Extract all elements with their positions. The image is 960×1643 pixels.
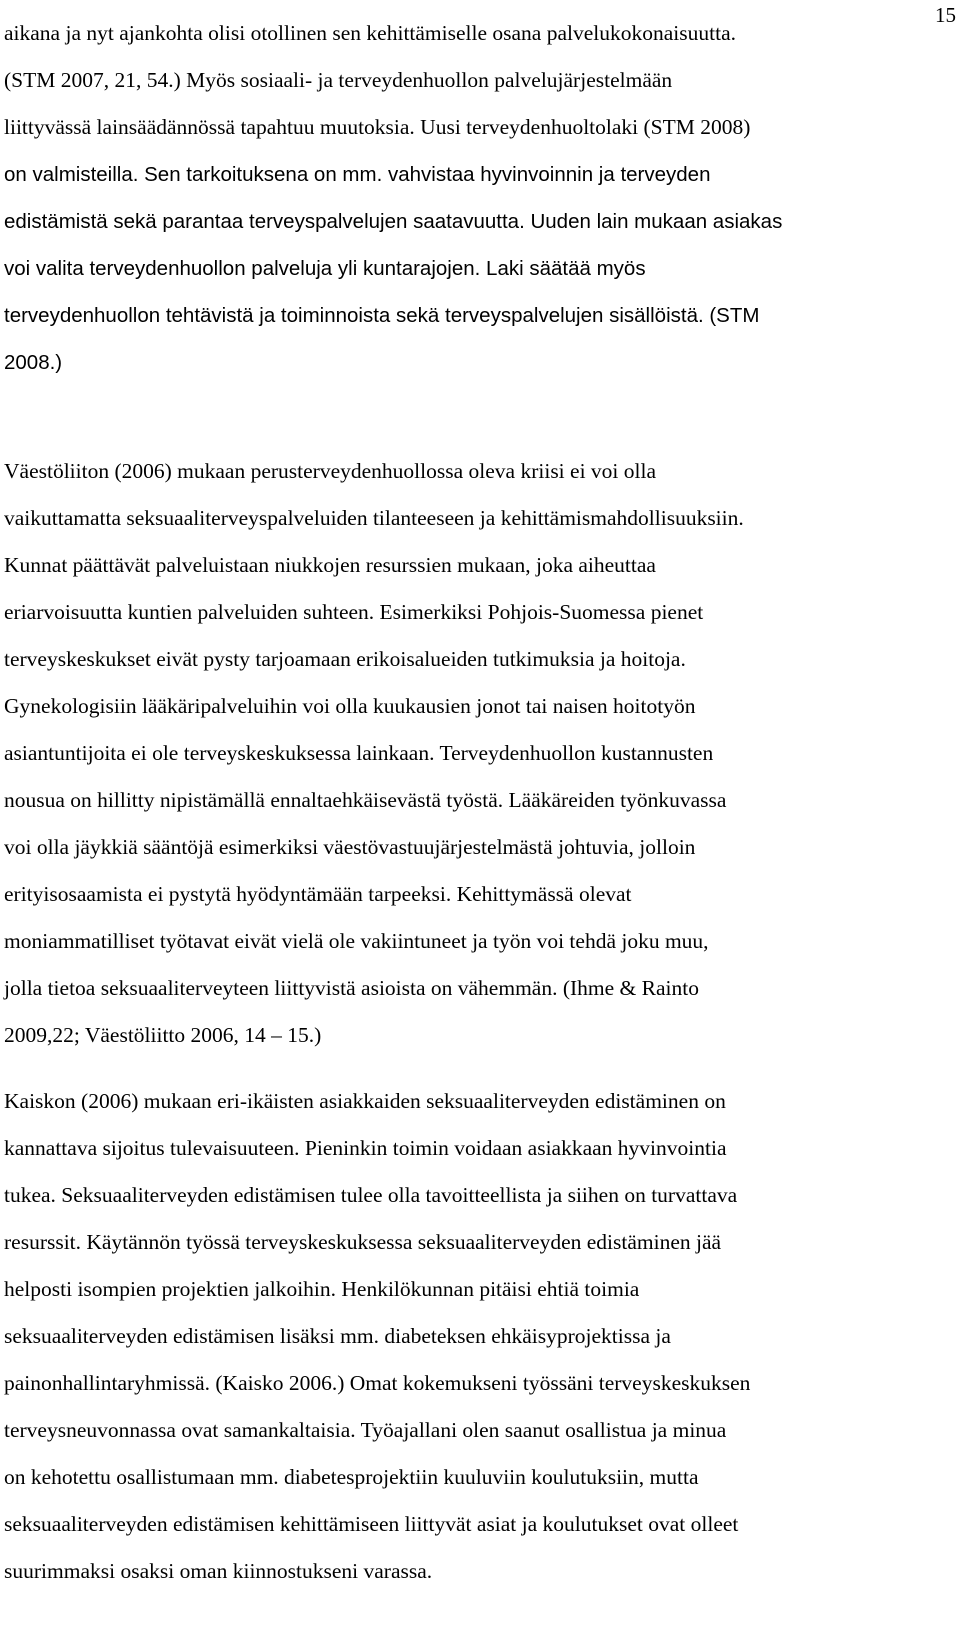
paragraph-line: Kunnat päättävät palveluistaan niukkojen resurssien mukaan, joka aiheuttaa bbox=[4, 553, 656, 577]
paragraph-line: resurssit. Käytännön työssä terveyskeskuksessa seksuaaliterveyden edistäminen jää bbox=[4, 1230, 722, 1254]
paragraph-line: helposti isompien projektien jalkoihin. Henkilökunnan pitäisi ehtiä toimia bbox=[4, 1277, 640, 1301]
paragraph-line: suurimmaksi osaksi oman kiinnostukseni varassa. bbox=[4, 1559, 433, 1583]
paragraph-line: vaikuttamatta seksuaaliterveyspalveluiden tilanteeseen ja kehittämismahdollisuuksiin. bbox=[4, 506, 744, 530]
paragraph-line: nousua on hillitty nipistämällä ennaltaehkäisevästä työstä. Lääkäreiden työnkuvassa bbox=[4, 788, 727, 812]
paragraph-line: Kaiskon (2006) mukaan eri-ikäisten asiakkaiden seksuaaliterveyden edistäminen on bbox=[4, 1089, 726, 1113]
paragraph-line: jolla tietoa seksuaaliterveyteen liittyvistä asioista on vähemmän. (Ihme & Rainto bbox=[4, 976, 699, 1000]
paragraph-line: asiantuntijoita ei ole terveyskeskuksessa lainkaan. Terveydenhuollon kustannusten bbox=[4, 741, 714, 765]
paragraph-line: terveysneuvonnassa ovat samankaltaisia. Työajallani olen saanut osallistua ja minua bbox=[4, 1418, 727, 1442]
paragraph-line: eriarvoisuutta kuntien palveluiden suhteen. Esimerkiksi Pohjois-Suomessa pienet bbox=[4, 600, 704, 624]
paragraph-line: 2009,22; Väestöliitto 2006, 14 – 15.) bbox=[4, 1023, 322, 1047]
paragraph-line: voi valita terveydenhuollon palveluja yli kuntarajojen. Laki säätää myös bbox=[4, 257, 646, 280]
paragraph-line: aikana ja nyt ajankohta olisi otollinen sen kehittämiselle osana palvelukokonaisuutta. bbox=[4, 21, 737, 45]
paragraph-line: seksuaaliterveyden edistämisen kehittämiseen liittyvät asiat ja koulutukset ovat olleet bbox=[4, 1512, 739, 1536]
paragraph-line: edistämistä sekä parantaa terveyspalvelujen saatavuutta. Uuden lain mukaan asiakas bbox=[4, 210, 783, 233]
paragraph-line: Gynekologisiin lääkäripalveluihin voi olla kuukausien jonot tai naisen hoitotyön bbox=[4, 694, 696, 718]
paragraph-line: liittyvässä lainsäädännössä tapahtuu muutoksia. Uusi terveydenhuoltolaki (STM 2008) bbox=[4, 115, 751, 139]
paragraph-2 bbox=[4, 448, 944, 1059]
paragraph-line: on kehotettu osallistumaan mm. diabetesprojektiin kuuluviin koulutuksiin, mutta bbox=[4, 1465, 699, 1489]
paragraph-line: seksuaaliterveyden edistämisen lisäksi mm. diabeteksen ehkäisyprojektissa ja bbox=[4, 1324, 671, 1348]
paragraph-line: terveyskeskukset eivät pysty tarjoamaan erikoisalueiden tutkimuksia ja hoitoja. bbox=[4, 647, 686, 671]
paragraph-line: Väestöliiton (2006) mukaan perusterveydenhuollossa oleva kriisi ei voi olla bbox=[4, 459, 657, 483]
paragraph-line: terveydenhuollon tehtävistä ja toiminnoista sekä terveyspalvelujen sisällöistä. (STM bbox=[4, 304, 760, 327]
paragraph-line: (STM 2007, 21, 54.) Myös sosiaali- ja terveydenhuollon palvelujärjestelmään bbox=[4, 68, 673, 92]
paragraph-line: painonhallintaryhmissä. (Kaisko 2006.) Omat kokemukseni työssäni terveyskeskuksen bbox=[4, 1371, 751, 1395]
sans-serif-block bbox=[4, 151, 944, 386]
paragraph-line: kannattava sijoitus tulevaisuuteen. Pieninkin toimin voidaan asiakkaan hyvinvointia bbox=[4, 1136, 727, 1160]
paragraph-line: on valmisteilla. Sen tarkoituksena on mm. vahvistaa hyvinvoinnin ja terveyden bbox=[4, 163, 711, 186]
page-number: 15 bbox=[935, 3, 956, 27]
paragraph-line: moniammatilliset työtavat eivät vielä ole vakiintuneet ja työn voi tehdä joku muu, bbox=[4, 929, 709, 953]
paragraph-line: tukea. Seksuaaliterveyden edistämisen tulee olla tavoitteellista ja siihen on turvattava bbox=[4, 1183, 738, 1207]
paragraph-line: 2008.) bbox=[4, 351, 63, 374]
paragraph-3 bbox=[4, 1078, 944, 1595]
paragraph-line: erityisosaamista ei pystytä hyödyntämään tarpeeksi. Kehittymässä olevat bbox=[4, 882, 632, 906]
paragraph-line: voi olla jäykkiä sääntöjä esimerkiksi väestövastuujärjestelmästä johtuvia, jolloin bbox=[4, 835, 696, 859]
paragraph-1 bbox=[4, 10, 944, 386]
